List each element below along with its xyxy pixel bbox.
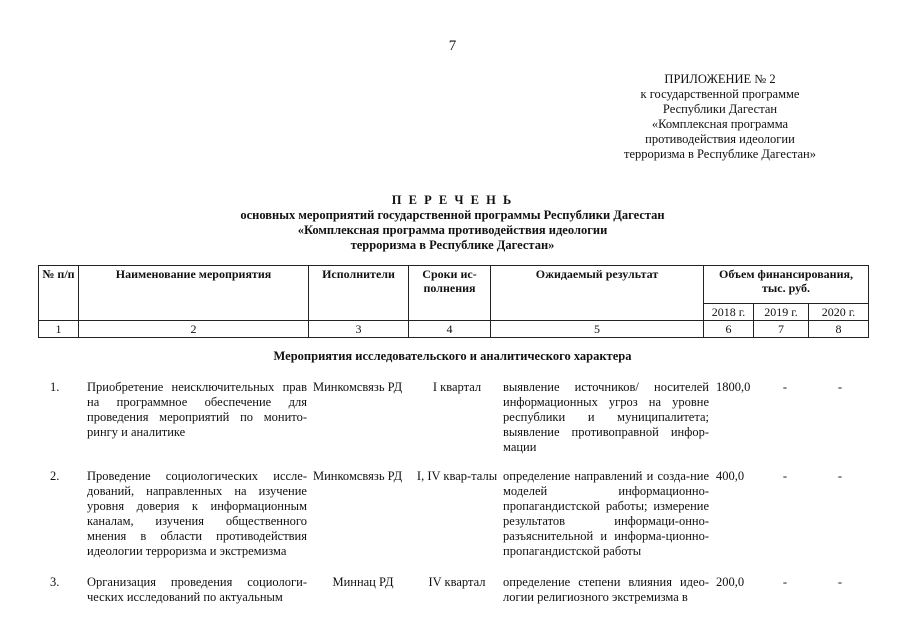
row-funding-2020: - [837,380,843,394]
row-result: определение направлений и созда-ние моделей информационно-пропагандистской работы; измерение результатов информаци-онно-разъяснительной и информа-ционно-пропагандистской работы [503,469,709,558]
row-term: IV квартал [428,575,486,589]
page-number: 7 [448,38,457,54]
header-executors: Исполнители [309,266,409,321]
row-funding-2019: - [782,380,788,394]
section-title: Мероприятия исследовательского и аналитического характера [273,349,632,363]
header-name: Наименование мероприятия [79,266,309,321]
col-number: 8 [809,321,869,338]
row-term: I квартал [432,380,482,394]
row-num: 2. [50,469,60,483]
row-name: Приобретение неисключительных прав на программное обеспечение для проведения мероприятий по монито-рингу и аналитике [87,380,307,439]
appendix-line: к государственной программе [640,87,800,101]
measures-table-header [38,265,869,338]
row-result: выявление источников/ носителей информационных угроз на уровне республики и муниципалитета; выявление противоправной инфор-мации [503,380,709,454]
col-number: 5 [491,321,704,338]
header-year: 2018 г. [704,304,754,321]
appendix-line: терроризма в Республике Дагестан» [624,147,816,161]
row-executor: Миннац РД [332,575,394,589]
row-num: 3. [50,575,60,589]
appendix-note [590,72,850,162]
row-name: Организация проведения социологи-ческих исследований по актуальным [87,575,307,604]
header-terms: Сроки ис-полнения [409,266,491,321]
header-result: Ожидаемый результат [491,266,704,321]
row-funding-2019: - [782,575,788,589]
header-num: № п/п [39,266,79,321]
appendix-line: противодействия идеологии [645,132,795,146]
appendix-line: Республики Дагестан [662,102,778,116]
col-number: 1 [39,321,79,338]
title-heading: П Е Р Е Ч Е Н Ь [391,193,514,207]
title-line: «Комплексная программа противодействия идеологии [297,223,608,237]
row-result: определение степени влияния идео-логии религиозного экстремизма в [503,575,709,604]
row-num: 1. [50,380,60,394]
header-year: 2020 г. [809,304,869,321]
header-year: 2019 г. [754,304,809,321]
header-funding: Объем финансирования, тыс. руб. [704,266,869,304]
title-line: терроризма в Республике Дагестан» [350,238,555,252]
row-funding-2020: - [837,575,843,589]
row-name: Проведение социологических иссле-дований, направленных на изучение уровня доверия к информационным каналам, изучения общественного мнения в области противодействия идеологии терроризма и экстремизма [87,469,307,558]
appendix-line: ПРИЛОЖЕНИЕ № 2 [664,72,776,86]
col-number: 6 [704,321,754,338]
row-funding-2018: 1800,0 [716,380,751,394]
row-funding-2019: - [782,469,788,483]
row-funding-2018: 400,0 [716,469,745,483]
col-number: 7 [754,321,809,338]
appendix-line: «Комплексная программа [651,117,789,131]
document-title [0,193,905,253]
title-line: основных мероприятий государственной программы Республики Дагестан [240,208,665,222]
col-number: 2 [79,321,309,338]
row-term: I, IV квар-талы [416,469,498,483]
row-funding-2020: - [837,469,843,483]
col-number: 4 [409,321,491,338]
row-executor: Минкомсвязь РД [313,469,403,483]
row-executor: Минкомсвязь РД [313,380,403,394]
row-funding-2018: 200,0 [716,575,745,589]
col-number: 3 [309,321,409,338]
